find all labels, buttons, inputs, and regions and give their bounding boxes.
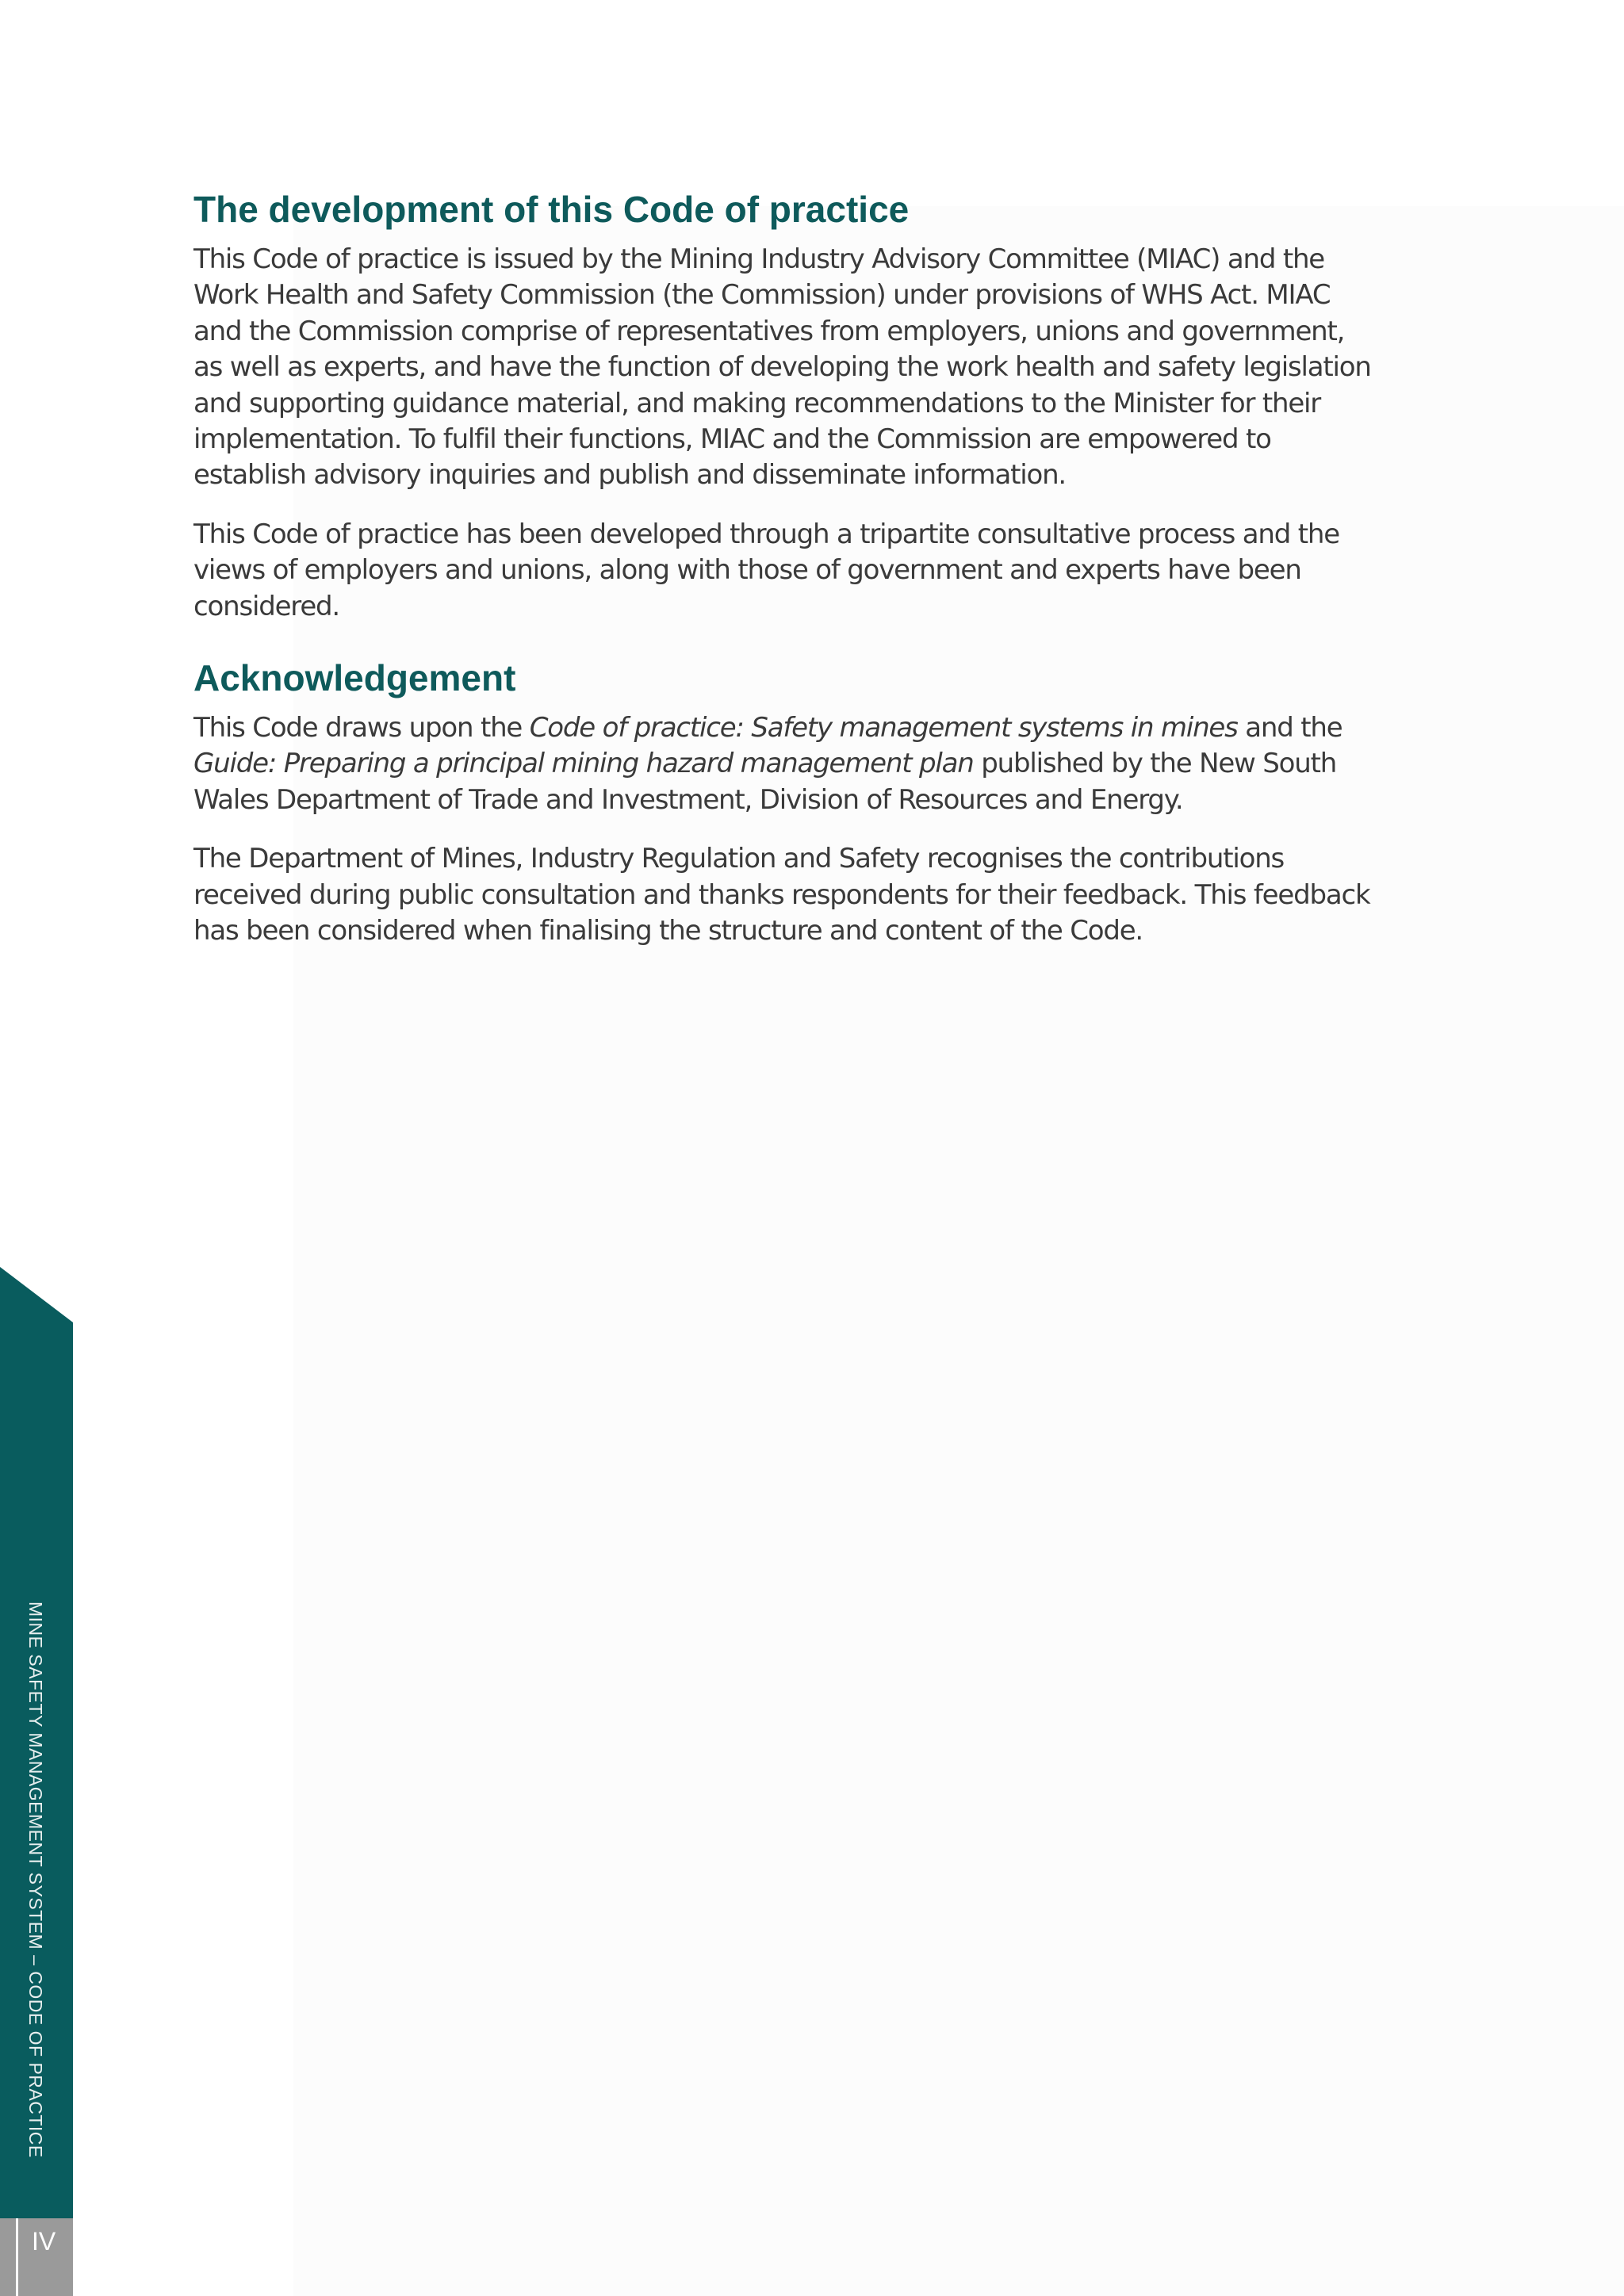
text-line: considered. bbox=[193, 590, 340, 622]
paragraph-development-2 bbox=[193, 517, 1431, 625]
text-line: Wales Department of Trade and Investment, Division of Resources and Energy. bbox=[193, 783, 1183, 816]
text-line: and supporting guidance material, and making recommendations to the Minister for their bbox=[193, 387, 1321, 419]
text-line: establish advisory inquiries and publish and disseminate information. bbox=[193, 459, 1067, 492]
text-run: and the bbox=[1237, 712, 1342, 744]
text-run: This Code draws upon the bbox=[193, 712, 530, 744]
document-body bbox=[193, 179, 1431, 973]
italic-title-code-of-practice: Code of practice: Safety management systems in mines bbox=[529, 712, 1238, 744]
italic-title-guide: Guide: Preparing a principal mining hazard management plan bbox=[193, 748, 974, 780]
sidebar-document-title: MINE SAFETY MANAGEMENT SYSTEM – CODE OF PRACTICE bbox=[25, 1601, 46, 2158]
text-line: received during public consultation and thanks respondents for their feedback. This feedback bbox=[193, 878, 1370, 911]
paragraph-acknowledgement-1 bbox=[193, 710, 1431, 818]
text-line: as well as experts, and have the function of developing the work health and safety legislation bbox=[193, 351, 1371, 384]
text-run: published by the New South bbox=[973, 748, 1337, 780]
text-line: and the Commission comprise of representatives from employers, unions and government, bbox=[193, 315, 1345, 347]
text-line: This Code of practice is issued by the Mining Industry Advisory Committee (MIAC) and the bbox=[193, 243, 1325, 275]
text-line: views of employers and unions, along with those of government and experts have been bbox=[193, 554, 1301, 587]
text-line bbox=[193, 746, 1431, 782]
heading-development: The development of this Code of practice bbox=[193, 189, 910, 230]
text-line bbox=[193, 710, 1431, 746]
heading-acknowledgement: Acknowledgement bbox=[193, 657, 516, 699]
paragraph-acknowledgement-2 bbox=[193, 841, 1431, 949]
text-line: has been considered when finalising the structure and content of the Code. bbox=[193, 915, 1143, 947]
paragraph-development-1 bbox=[193, 242, 1431, 494]
text-line: implementation. To fulfil their functions, MIAC and the Commission are empowered to bbox=[193, 423, 1271, 456]
text-line: Work Health and Safety Commission (the Commission) under provisions of WHS Act. MIAC bbox=[193, 279, 1331, 312]
page-number-divider bbox=[16, 2218, 18, 2296]
text-line: This Code of practice has been developed through a tripartite consultative process and the bbox=[193, 518, 1339, 550]
text-line: The Department of Mines, Industry Regulation and Safety recognises the contributions bbox=[193, 843, 1285, 875]
page-number: IV bbox=[32, 2227, 56, 2256]
